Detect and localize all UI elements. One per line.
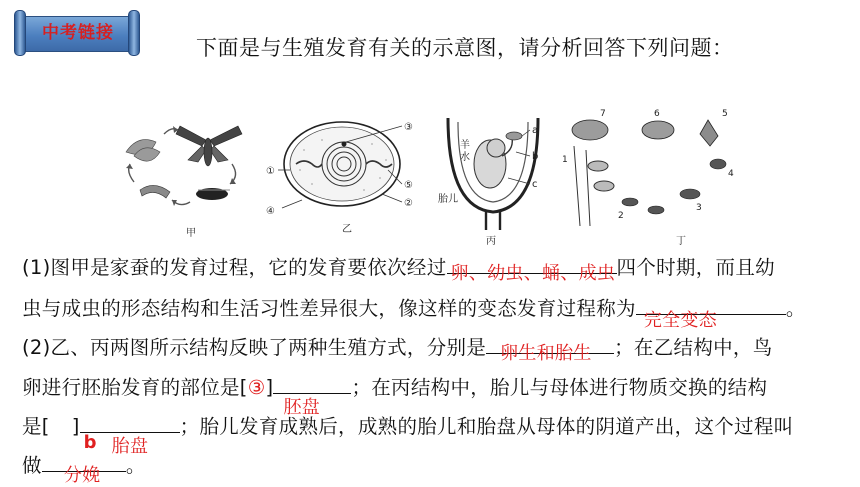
ding-label-4: 4	[728, 169, 734, 179]
q2-text-1a: (2)乙、丙两图所示结构反映了两种生殖方式，分别是	[22, 336, 487, 359]
froglet-icon	[700, 120, 718, 146]
q1-text-2a: 虫与成虫的形态结构和生活习性差异很大，像这样的变态发育过程称为	[22, 297, 636, 320]
bing-label-c: c	[532, 179, 538, 190]
q2-line-3	[22, 411, 794, 457]
moth-icon	[176, 126, 242, 166]
yi-label-4: ④	[266, 206, 275, 217]
placenta-icon	[506, 132, 522, 140]
ding-label-2: 2	[618, 211, 624, 221]
q1-blank-1[interactable]	[447, 263, 617, 284]
q2-blank-1[interactable]	[486, 343, 614, 364]
q2-answer-1: 卵生和胎生	[500, 343, 592, 364]
q2-line-4	[22, 450, 146, 486]
q2-line-2	[22, 372, 768, 418]
ding-label-3: 3	[696, 203, 702, 213]
q1-answer-2: 完全变态	[643, 310, 718, 331]
q2-text-3b: ；胎儿发育成熟后，成熟的胎儿和胎盘从母体的阴道产出，这个过程叫	[179, 415, 794, 438]
ding-label-6: 6	[654, 109, 660, 119]
bing-label-shui: 水	[460, 152, 470, 163]
ding-label-1: 1	[562, 155, 568, 165]
q2-answer-3-num: b	[83, 432, 97, 453]
q1-text-1b: 四个时期，而且幼	[616, 256, 775, 279]
q2-answer-3-text: 胎盘	[111, 436, 149, 457]
bing-label-b: b	[532, 151, 539, 162]
figure-jia-silkworm-cycle	[118, 112, 248, 222]
q2-line-1	[22, 332, 773, 364]
section-banner	[10, 6, 144, 58]
q1-blank-2[interactable]	[636, 310, 786, 331]
figure-yi-caption: 乙	[342, 224, 352, 235]
q1-line-1	[22, 252, 775, 284]
q2-text-1b: ；在乙结构中，鸟	[614, 336, 773, 359]
germinal-disc	[342, 142, 347, 147]
bing-label-taier: 胎儿	[438, 194, 458, 205]
q2-text-2b: ；在丙结构中，胎儿与母体进行物质交换的结构	[351, 376, 768, 399]
q1-answer-1: 卵、幼虫、蛹、成虫	[450, 263, 616, 284]
reed-plant-icon	[574, 146, 614, 226]
banner-label: 中考链接	[42, 23, 114, 43]
figure-bing-uterus	[438, 112, 548, 230]
ding-label-5: 5	[722, 109, 728, 119]
q1-text-1a: (1)图甲是家蚕的发育过程，它的发育要依次经过	[22, 256, 447, 279]
yi-label-2: ②	[404, 198, 413, 209]
q2-answer-4: 分娩	[63, 465, 101, 486]
figure-bing-caption: 丙	[486, 236, 496, 247]
yi-label-1: ①	[266, 166, 275, 177]
q2-text-2mid: ]	[265, 376, 274, 399]
q2-text-4b: 。	[125, 454, 146, 477]
q2-answer-2-num: ③	[247, 376, 266, 399]
tadpole-icons	[622, 159, 726, 214]
ding-label-7: 7	[600, 109, 606, 119]
yi-label-3: ③	[404, 122, 413, 133]
mulberry-leaf-icon	[126, 140, 160, 162]
q2-text-2a: 卵进行胚胎发育的部位是[	[22, 376, 248, 399]
q2-answer-2-text: 胚盘	[283, 397, 321, 418]
pupa-icon	[196, 188, 230, 200]
figure-ding-frog-cycle	[560, 106, 744, 230]
q1-line-2	[22, 293, 806, 331]
q2-blank-3[interactable]	[80, 432, 180, 457]
figure-ding-caption: 丁	[676, 236, 686, 247]
q2-blank-4[interactable]	[42, 465, 126, 486]
q2-text-3mid: ]	[71, 415, 80, 438]
q2-text-4a: 做	[22, 454, 42, 477]
adult-frog-icon	[572, 120, 674, 140]
q2-text-3a: 是[	[22, 415, 50, 438]
bing-label-a: a	[532, 125, 539, 136]
q2-blank-2[interactable]	[273, 393, 351, 418]
figure-jia-caption: 甲	[186, 228, 196, 239]
larva-icon	[140, 185, 170, 198]
figure-yi-bird-egg	[262, 114, 422, 218]
yi-label-5: ⑤	[404, 180, 413, 191]
question-prompt: 下面是与生殖发育有关的示意图，请分析回答下列问题：	[196, 36, 734, 60]
bing-label-yang: 羊	[460, 140, 470, 151]
q1-text-2b: 。	[785, 297, 806, 320]
fetus-icon	[474, 139, 506, 188]
